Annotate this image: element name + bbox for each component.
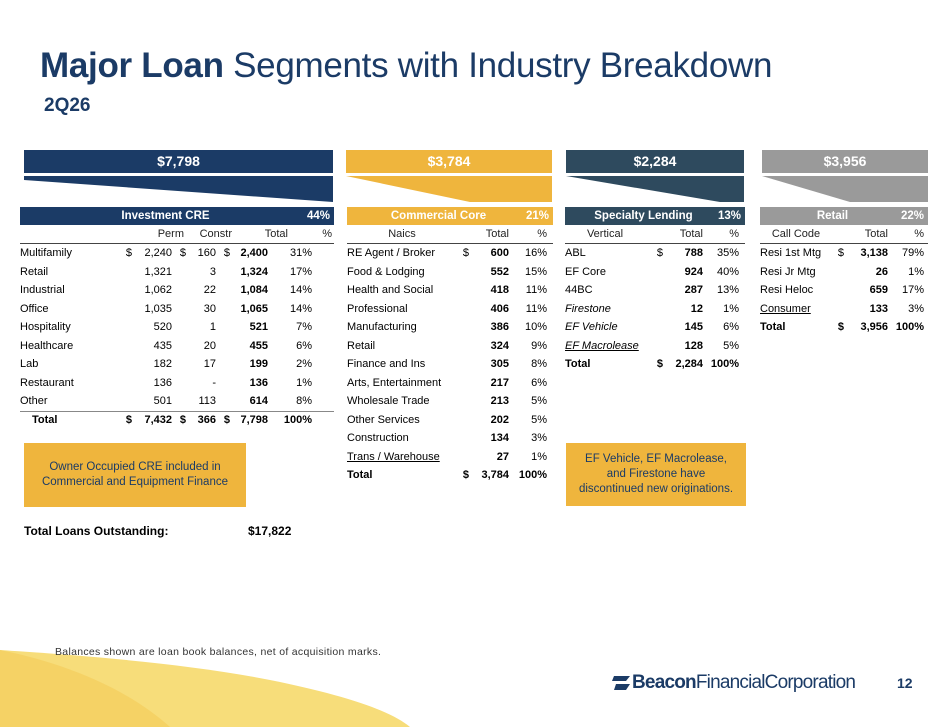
table-row (20, 244, 334, 263)
pct-value: 13% (716, 284, 739, 297)
total-value: 552 (490, 265, 509, 278)
beacon-mark-icon (612, 675, 632, 691)
retail-wedge (762, 176, 928, 202)
pct-value: 17% (901, 284, 924, 297)
total-row (565, 355, 745, 374)
table-row (565, 263, 745, 282)
currency-sign: $ (125, 247, 132, 260)
pct-value: 16% (524, 247, 547, 260)
total-value: 26 (875, 265, 888, 278)
row-label: Healthcare (20, 339, 74, 352)
specialty-table (565, 207, 745, 374)
col-naics: Naics (388, 228, 416, 240)
table-row (20, 263, 334, 282)
constr-value: 17 (203, 358, 216, 371)
table-row (565, 281, 745, 300)
row-label: EF Core (565, 265, 606, 278)
total-value: 202 (490, 413, 509, 426)
logo-bold: Beacon (632, 672, 696, 693)
pct-value: 9% (531, 339, 547, 352)
currency-sign: $ (125, 414, 132, 427)
row-label: Professional (347, 302, 408, 315)
cre-total-bar: $7,798 (24, 150, 333, 173)
perm-value: 7,432 (144, 414, 172, 427)
col-pct: % (729, 228, 739, 240)
table-row (565, 300, 745, 319)
pct-value: 35% (716, 247, 739, 260)
row-label: Resi Heloc (760, 284, 814, 297)
commercial-rows (347, 244, 553, 485)
col-perm: Perm (157, 228, 184, 240)
total-value: 3,784 (481, 469, 509, 482)
table-row (347, 244, 553, 263)
constr-value: 160 (197, 247, 216, 260)
constr-value: 1 (209, 321, 216, 334)
col-pct: % (537, 228, 547, 240)
total-value: 199 (249, 358, 268, 371)
footnote: Balances shown are loan book balances, net of acquisition marks. (55, 646, 382, 658)
col-total: Total (679, 228, 703, 240)
table-row (347, 337, 553, 356)
currency-sign: $ (656, 247, 663, 260)
total-value: 406 (490, 302, 509, 315)
cre-table (20, 207, 334, 429)
pct-value: 5% (531, 413, 547, 426)
perm-value: 1,035 (144, 302, 172, 315)
row-label: Restaurant (20, 376, 74, 389)
total-value: 145 (684, 321, 703, 334)
total-value: 287 (684, 284, 703, 297)
total-value: 3,138 (860, 247, 888, 260)
total-row (347, 466, 553, 485)
specialty-table-header (565, 207, 745, 225)
logo-text (632, 672, 855, 694)
cre-rows (20, 244, 334, 429)
col-pct: % (322, 228, 332, 240)
table-row (347, 429, 553, 448)
pct-value: 11% (525, 302, 547, 315)
cre-table-pct: 44% (306, 210, 330, 222)
table-row (20, 281, 334, 300)
total-value: 213 (490, 395, 509, 408)
cre-table-header (20, 207, 334, 225)
pct-value: 8% (531, 358, 547, 371)
row-label: Resi 1st Mtg (760, 247, 822, 260)
row-label: EF Vehicle (565, 321, 618, 334)
total-row (760, 318, 928, 337)
pct-value: 5% (531, 395, 547, 408)
total-value: 418 (490, 284, 509, 297)
perm-value: 501 (153, 395, 172, 408)
pct-value: 6% (296, 339, 312, 352)
row-label: Trans / Warehouse (347, 450, 440, 463)
pct-value: 14% (289, 302, 312, 315)
pct-value: 100% (283, 414, 312, 427)
table-row (347, 448, 553, 467)
row-label: Other Services (347, 413, 420, 426)
table-row (347, 355, 553, 374)
segment-wedges (0, 172, 941, 208)
owner-occupied-note: Owner Occupied CRE included in Commercial and Equipment Finance (24, 443, 246, 507)
currency-sign: $ (179, 247, 186, 260)
retail-table-pct: 22% (900, 210, 924, 222)
currency-sign: $ (837, 247, 844, 260)
row-label: Lab (20, 358, 39, 371)
total-value: 324 (490, 339, 509, 352)
row-label: Office (20, 302, 49, 315)
pct-value: 79% (901, 247, 924, 260)
total-value: 600 (490, 247, 509, 260)
table-row (347, 318, 553, 337)
total-value: 136 (249, 376, 268, 389)
pct-value: 17% (289, 265, 312, 278)
total-value: 134 (490, 432, 509, 445)
company-logo (612, 672, 855, 694)
total-row (20, 411, 334, 430)
commercial-table (347, 207, 553, 485)
page-number: 12 (897, 675, 913, 691)
total-value: 133 (869, 302, 888, 315)
total-value: 1,324 (240, 265, 268, 278)
total-value: 614 (249, 395, 268, 408)
table-row (20, 374, 334, 393)
perm-value: 1,321 (144, 265, 172, 278)
table-row (347, 374, 553, 393)
total-value: 386 (490, 321, 509, 334)
total-value: 924 (684, 265, 703, 278)
specialty-rows (565, 244, 745, 374)
table-row (760, 281, 928, 300)
pct-value: 1% (723, 302, 739, 315)
total-value: 128 (684, 339, 703, 352)
specialty-column-headers (565, 225, 745, 244)
table-row (20, 355, 334, 374)
row-label: Arts, Entertainment (347, 376, 442, 389)
specialty-wedge (566, 176, 744, 202)
row-label: Total (760, 321, 786, 334)
discontinued-note: EF Vehicle, EF Macrolease, and Firestone have discontinued new originations. (566, 443, 746, 506)
row-label: Manufacturing (347, 321, 417, 334)
pct-value: 1% (531, 450, 547, 463)
row-label: Retail (20, 265, 49, 278)
total-value: 12 (690, 302, 703, 315)
pct-value: 40% (716, 265, 739, 278)
table-row (565, 244, 745, 263)
retail-column-headers (760, 225, 928, 244)
currency-sign: $ (462, 469, 469, 482)
perm-value: 136 (153, 376, 172, 389)
pct-value: 7% (296, 321, 312, 334)
perm-value: 2,240 (144, 247, 172, 260)
currency-sign: $ (837, 321, 844, 334)
row-label: Firestone (565, 302, 611, 315)
constr-value: 366 (197, 414, 216, 427)
row-label: Total (565, 358, 591, 371)
constr-value: 3 (209, 265, 216, 278)
row-label: Construction (347, 432, 409, 445)
row-label: Other (20, 395, 48, 408)
specialty-table-title: Specialty Lending (594, 210, 693, 222)
col-total: Total (264, 228, 288, 240)
table-row (347, 392, 553, 411)
pct-value: 14% (289, 284, 312, 297)
commercial-table-header (347, 207, 553, 225)
constr-value: 22 (203, 284, 216, 297)
constr-value: 30 (203, 302, 216, 315)
pct-value: 1% (296, 376, 312, 389)
retail-total-bar: $3,956 (762, 150, 928, 173)
constr-value: - (212, 376, 216, 389)
row-label: Finance and Ins (347, 358, 426, 371)
retail-rows (760, 244, 928, 337)
row-label: Wholesale Trade (347, 395, 430, 408)
pct-value: 5% (723, 339, 739, 352)
perm-value: 520 (153, 321, 172, 334)
commercial-table-pct: 21% (525, 210, 549, 222)
row-label: Total (32, 414, 58, 427)
row-label: Food & Lodging (347, 265, 425, 278)
col-call-code: Call Code (771, 228, 821, 240)
retail-table (760, 207, 928, 337)
row-label: Hospitality (20, 321, 71, 334)
perm-value: 1,062 (144, 284, 172, 297)
total-value: 1,065 (240, 302, 268, 315)
currency-sign: $ (223, 414, 230, 427)
logo-rest: FinancialCorporation (695, 672, 856, 693)
period-label: 2Q26 (44, 95, 91, 116)
pct-value: 15% (524, 265, 547, 278)
row-label: Consumer (760, 302, 811, 315)
total-value: 2,400 (240, 247, 268, 260)
total-value: 217 (490, 376, 509, 389)
table-row (20, 300, 334, 319)
retail-table-title: Retail (816, 210, 849, 222)
commercial-total-bar: $3,784 (346, 150, 552, 173)
row-label: Multifamily (20, 247, 72, 260)
total-loans-value: $17,822 (248, 524, 292, 538)
pct-value: 2% (296, 358, 312, 371)
constr-value: 20 (203, 339, 216, 352)
row-label: ABL (565, 247, 586, 260)
pct-value: 1% (908, 265, 924, 278)
retail-table-header (760, 207, 928, 225)
row-label: Resi Jr Mtg (760, 265, 816, 278)
row-label: EF Macrolease (565, 339, 639, 352)
pct-value: 11% (525, 284, 547, 297)
specialty-table-pct: 13% (717, 210, 741, 222)
total-value: 2,284 (675, 358, 703, 371)
specialty-total-bar: $2,284 (566, 150, 744, 173)
cre-column-headers (20, 225, 334, 244)
pct-value: 10% (524, 321, 547, 334)
currency-sign: $ (179, 414, 186, 427)
row-label: Retail (347, 339, 376, 352)
total-value: 3,956 (860, 321, 888, 334)
row-label: Industrial (20, 284, 65, 297)
perm-value: 435 (153, 339, 172, 352)
table-row (20, 392, 334, 411)
col-total: Total (864, 228, 888, 240)
table-row (347, 300, 553, 319)
total-value: 788 (684, 247, 703, 260)
col-vertical: Vertical (586, 228, 624, 240)
table-row (760, 300, 928, 319)
total-value: 7,798 (240, 414, 268, 427)
title-rest: Segments with Industry Breakdown (233, 46, 773, 85)
table-row (565, 318, 745, 337)
table-row (760, 263, 928, 282)
table-row (565, 337, 745, 356)
total-loans-label: Total Loans Outstanding: (24, 524, 169, 538)
decorative-swoosh (0, 650, 420, 727)
commercial-table-title: Commercial Core (390, 210, 487, 222)
pct-value: 6% (723, 321, 739, 334)
constr-value: 113 (198, 395, 216, 408)
total-value: 521 (249, 321, 268, 334)
total-value: 1,084 (240, 284, 268, 297)
pct-value: 6% (531, 376, 547, 389)
pct-value: 31% (289, 247, 312, 260)
commercial-wedge (346, 176, 552, 202)
cre-table-title: Investment CRE (121, 210, 210, 222)
table-row (347, 411, 553, 430)
pct-value: 8% (296, 395, 312, 408)
pct-value: 100% (895, 321, 924, 334)
pct-value: 100% (518, 469, 547, 482)
total-value: 27 (496, 450, 509, 463)
col-pct: % (914, 228, 924, 240)
currency-sign: $ (462, 247, 469, 260)
total-value: 305 (490, 358, 509, 371)
row-label: 44BC (565, 284, 593, 297)
table-row (347, 263, 553, 282)
currency-sign: $ (656, 358, 663, 371)
total-value: 659 (869, 284, 888, 297)
perm-value: 182 (153, 358, 172, 371)
commercial-column-headers (347, 225, 553, 244)
pct-value: 3% (908, 302, 924, 315)
table-row (347, 281, 553, 300)
row-label: Total (347, 469, 373, 482)
col-total: Total (485, 228, 509, 240)
pct-value: 3% (531, 432, 547, 445)
total-value: 455 (249, 339, 268, 352)
table-row (20, 318, 334, 337)
table-row (20, 337, 334, 356)
row-label: Health and Social (347, 284, 434, 297)
currency-sign: $ (223, 247, 230, 260)
pct-value: 100% (710, 358, 739, 371)
title-bold: Major Loan (40, 46, 224, 85)
row-label: RE Agent / Broker (347, 247, 436, 260)
col-constr: Constr (199, 228, 232, 240)
table-row (760, 244, 928, 263)
page-title (40, 46, 772, 86)
cre-wedge (24, 176, 333, 202)
